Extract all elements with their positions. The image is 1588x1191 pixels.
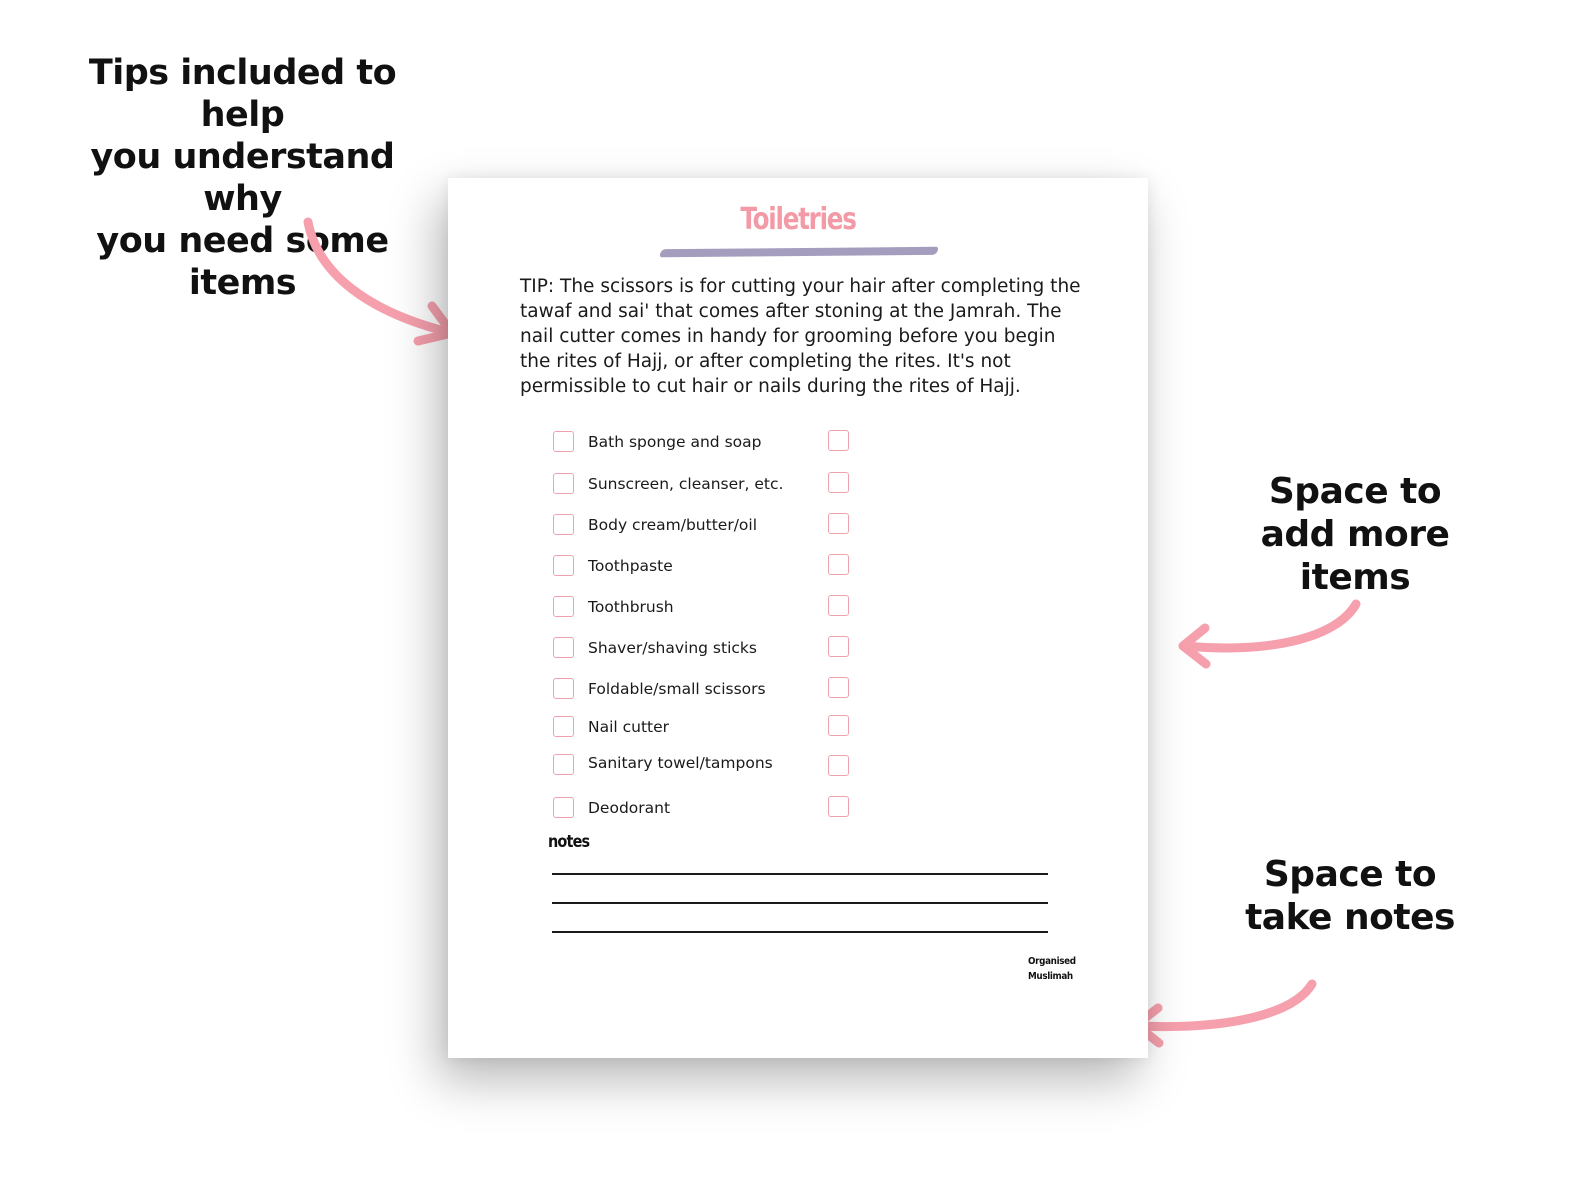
notes-callout: [1215, 853, 1485, 939]
extra-item-checkbox[interactable]: [828, 636, 849, 657]
checklist-page: [448, 178, 1148, 1058]
tips-callout-line-1: Tips included to help: [88, 53, 397, 135]
item-label: Nail cutter: [588, 718, 670, 736]
brand-logo: [1028, 954, 1076, 984]
extra-item-checkbox[interactable]: [828, 715, 849, 736]
item-label: Sanitary towel/tampons: [588, 754, 773, 772]
item-label: Body cream/butter/oil: [588, 516, 758, 534]
add-items-callout-line-2: add more items: [1260, 514, 1450, 599]
item-checkbox[interactable]: [553, 754, 574, 775]
item-checkbox[interactable]: [553, 716, 574, 737]
add-items-arrow-icon: [1183, 604, 1356, 664]
tips-callout-line-3: you need some items: [96, 221, 389, 303]
item-checkbox[interactable]: [553, 514, 574, 535]
tip-paragraph: TIP: The scissors is for cutting your hair after completing the tawaf and sai' that comes after stoning at the Jamrah. The nail cutter comes in handy for grooming before you begin the rites of Hajj, or after completing the rites. It's not permissible to cut hair or nails during the rites of Hajj.: [520, 276, 1081, 397]
item-label: Sunscreen, cleanser, etc.: [588, 475, 784, 493]
extra-item-checkbox[interactable]: [828, 677, 849, 698]
notes-callout-line-1: Space to: [1263, 854, 1437, 895]
add-items-callout-line-1: Space to: [1268, 471, 1442, 512]
notes-label: notes: [548, 832, 590, 852]
extra-item-checkbox[interactable]: [828, 472, 849, 493]
extra-item-checkbox[interactable]: [828, 513, 849, 534]
extra-item-checkbox[interactable]: [828, 430, 849, 451]
brand-line-2: Muslimah: [1028, 971, 1073, 982]
brand-line-1: Organised: [1028, 956, 1076, 967]
tips-callout: [50, 52, 435, 304]
item-checkbox[interactable]: [553, 596, 574, 617]
item-label: Shaver/shaving sticks: [588, 639, 757, 657]
notes-arrow-icon: [1136, 984, 1312, 1043]
item-label: Deodorant: [588, 799, 671, 817]
note-line[interactable]: [552, 931, 1048, 933]
item-label: Toothbrush: [588, 598, 674, 616]
item-checkbox[interactable]: [553, 637, 574, 658]
extra-item-checkbox[interactable]: [828, 755, 849, 776]
item-label: Bath sponge and soap: [588, 433, 762, 451]
item-checkbox[interactable]: [553, 555, 574, 576]
add-items-callout: [1205, 470, 1505, 600]
item-checkbox[interactable]: [553, 797, 574, 818]
extra-item-checkbox[interactable]: [828, 554, 849, 575]
item-checkbox[interactable]: [553, 473, 574, 494]
item-label: Foldable/small scissors: [588, 680, 766, 698]
tips-callout-line-2: you understand why: [90, 137, 395, 219]
title-brush-underline: [660, 247, 938, 257]
item-checkbox[interactable]: [553, 431, 574, 452]
page-title: Toiletries: [740, 202, 856, 237]
item-label: Toothpaste: [588, 557, 673, 575]
item-checkbox[interactable]: [553, 678, 574, 699]
extra-item-checkbox[interactable]: [828, 595, 849, 616]
notes-callout-line-2: take notes: [1245, 897, 1455, 939]
note-line[interactable]: [552, 902, 1048, 904]
note-line[interactable]: [552, 873, 1048, 875]
extra-item-checkbox[interactable]: [828, 796, 849, 817]
